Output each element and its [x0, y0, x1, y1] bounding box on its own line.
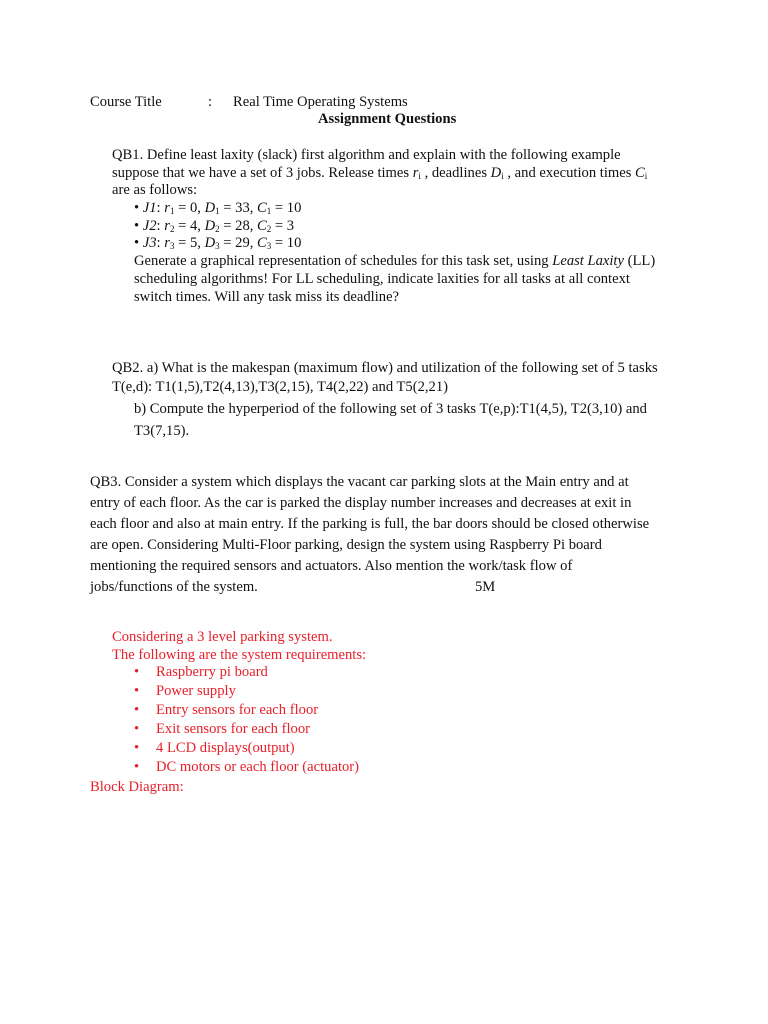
qb2-line-4: T3(7,15).	[134, 423, 190, 439]
course-title-value: Real Time Operating Systems	[233, 94, 408, 110]
qb2-line-1: QB2. a) What is the makespan (maximum flow) and utilization of the following set of 5 tasks	[112, 360, 658, 376]
qb1-intro-line-2: suppose that we have a set of 3 jobs. Release times $r_i$ , deadlines $D_i$ , and execution times $C_i$	[112, 165, 648, 181]
qb1-intro-line-1: QB1. Define least laxity (slack) first algorithm and explain with the following example	[112, 147, 621, 163]
qb3-line-4: are open. Considering Multi-Floor parking, design the system using Raspberry Pi board	[90, 537, 602, 553]
qb3-marks: 5M	[475, 579, 496, 595]
qb1-job-1: • J1: $r_1 = 0$, $D_1 = 33$, $C_1 = 10$	[134, 200, 302, 216]
requirement-item: • 4 LCD displays(output)	[134, 740, 295, 756]
answer-line-1: Considering a 3 level parking system.	[112, 629, 333, 645]
requirement-item: • Power supply	[134, 683, 236, 699]
course-title-colon: :	[208, 94, 213, 110]
block-diagram-label: Block Diagram:	[90, 779, 184, 795]
qb1-para-line-1: Generate a graphical representation of schedules for this task set, using Least Laxity (LL)	[134, 253, 656, 269]
requirement-item: • DC motors or each floor (actuator)	[134, 759, 360, 775]
qb3-line-3: each floor and also at main entry. If the parking is full, the bar doors should be closed otherwise	[90, 516, 650, 532]
qb1-intro-line-3: are as follows:	[112, 182, 198, 198]
qb1-job-3: • J3: $r_3 = 5$, $D_3 = 29$, $C_3 = 10$	[134, 235, 302, 251]
qb1-para-line-2: scheduling algorithms! For LL scheduling, indicate laxities for all tasks at all context	[134, 271, 630, 287]
qb1-job-2: • J2: $r_2 = 4$, $D_2 = 28$, $C_2 = 3$	[134, 218, 295, 234]
course-title-label: Course Title	[90, 94, 162, 110]
answer-line-2: The following are the system requirements:	[112, 647, 367, 663]
qb2-line-3: b) Compute the hyperperiod of the following set of 3 tasks T(e,p):T1(4,5), T2(3,10) and	[134, 401, 647, 417]
requirement-item: • Raspberry pi board	[134, 664, 268, 680]
qb3-line-2: entry of each floor. As the car is parked the display number increases and decreases at exit in	[90, 495, 632, 511]
qb3-line-5: mentioning the required sensors and actuators. Also mention the work/task flow of	[90, 558, 573, 574]
qb3-line-6: jobs/functions of the system.	[90, 579, 258, 595]
qb2-line-2: T(e,d): T1(1,5),T2(4,13),T3(2,15), T4(2,22) and T5(2,21)	[112, 379, 448, 395]
qb1-para-line-3: switch times. Will any task miss its deadline?	[134, 289, 400, 305]
requirement-item: • Entry sensors for each floor	[134, 702, 319, 718]
qb3-line-1: QB3. Consider a system which displays the vacant car parking slots at the Main entry and at	[90, 474, 629, 490]
assignment-heading: Assignment Questions	[318, 111, 457, 127]
requirement-item: • Exit sensors for each floor	[134, 721, 310, 737]
